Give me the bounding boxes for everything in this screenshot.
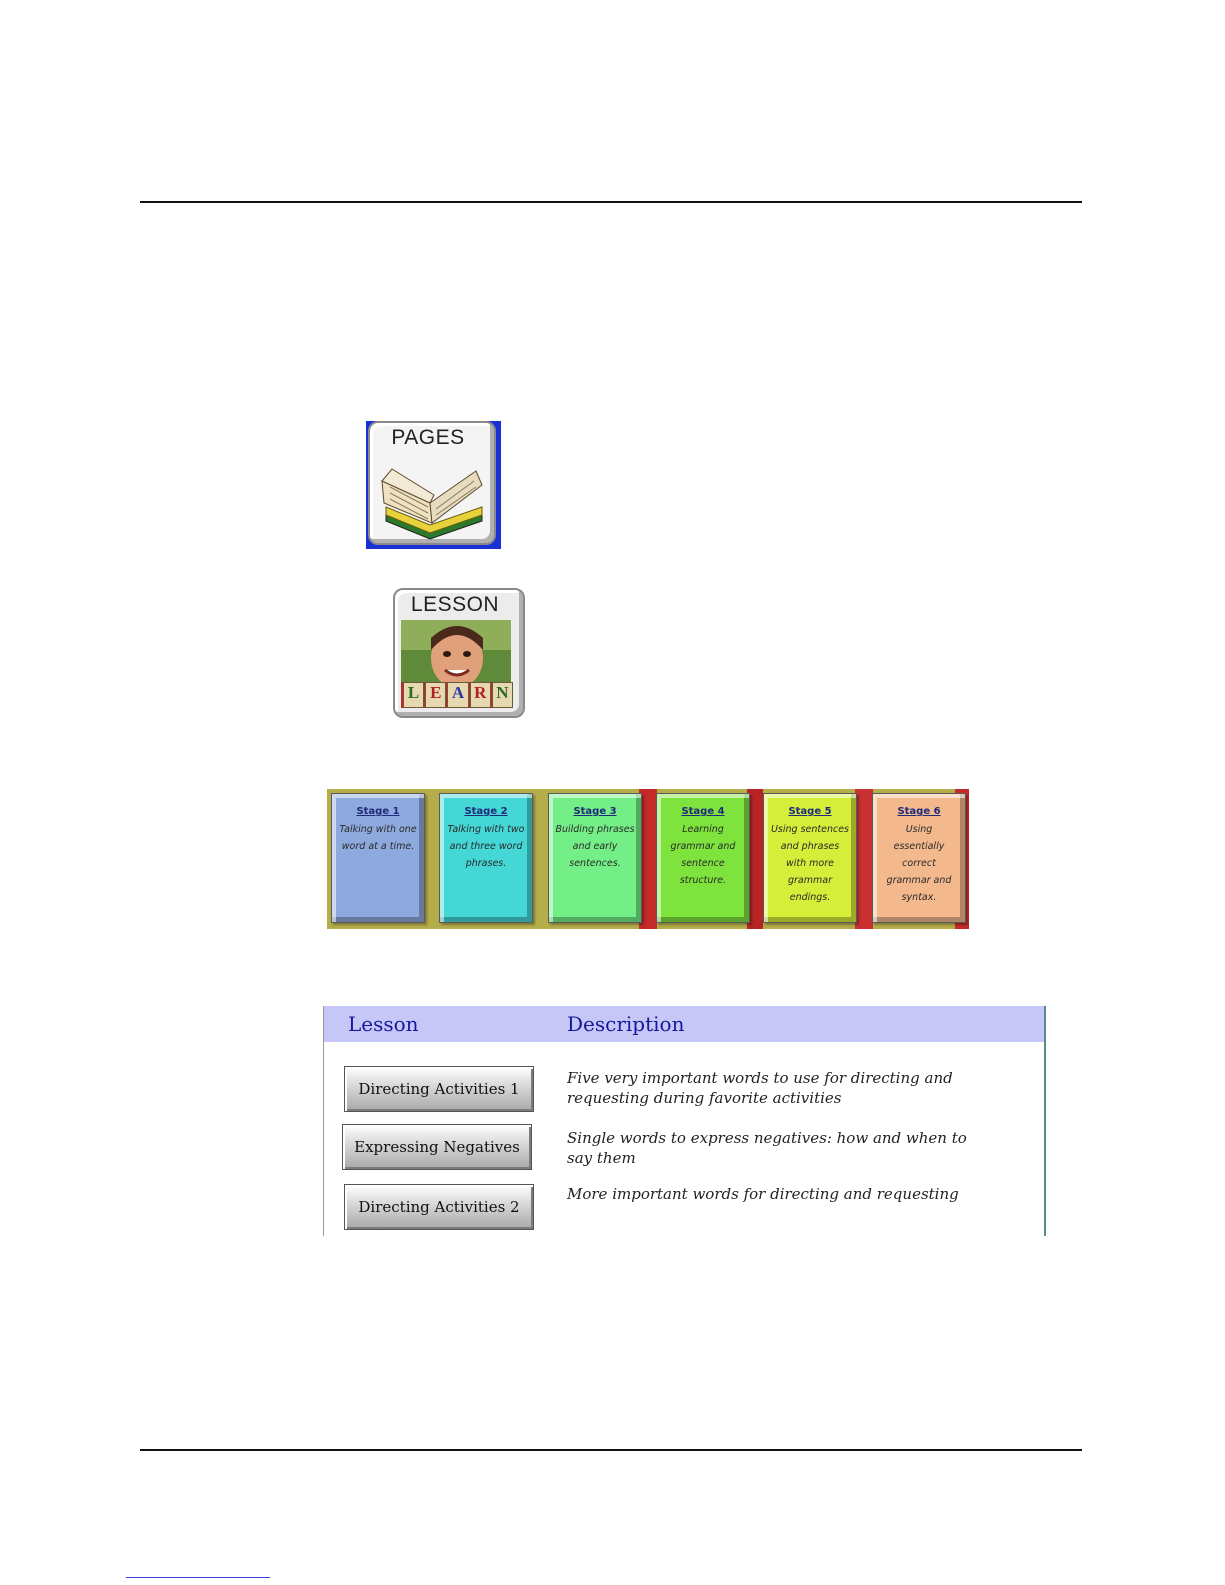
lesson-label: LESSON [410, 593, 500, 616]
stage-description: Learning grammar and sentence structure. [670, 824, 736, 886]
lesson-description: More important words for directing and requesting [567, 1185, 959, 1203]
lesson-description: Five very important words to use for directing and requesting during favorite activities [567, 1069, 953, 1107]
lesson-table [323, 1006, 1046, 1236]
stage-5-button[interactable] [763, 793, 857, 923]
stage-title[interactable]: Stage 2 [464, 806, 508, 817]
stage-6-button[interactable] [872, 793, 966, 923]
stage-title[interactable]: Stage 5 [788, 806, 832, 817]
stages-strip [327, 789, 969, 929]
stage-2-button[interactable] [439, 793, 533, 923]
header-lesson: Lesson [348, 1012, 419, 1036]
footnote-rule [126, 1577, 270, 1578]
top-rule [140, 201, 1082, 203]
stage-description: Talking with one word at a time. [339, 824, 417, 852]
stage-description: Using essentially correct grammar and syntax. [886, 824, 952, 903]
learn-blocks [403, 682, 513, 708]
stage-title[interactable]: Stage 4 [681, 806, 725, 817]
bottom-rule [140, 1449, 1082, 1451]
block-letter-l: L [403, 682, 424, 708]
directing-activities-1-button[interactable]: Directing Activities 1 [344, 1066, 534, 1112]
pages-label: PAGES [391, 426, 465, 449]
expressing-negatives-button[interactable]: Expressing Negatives [342, 1124, 532, 1170]
strip-divider [855, 789, 873, 929]
stage-description: Talking with two and three word phrases. [447, 824, 525, 869]
block-letter-a: A [447, 682, 468, 708]
pages-button[interactable] [368, 421, 496, 545]
open-book-icon [372, 451, 492, 541]
header-description: Description [567, 1012, 685, 1036]
stage-4-button[interactable] [656, 793, 750, 923]
stage-description: Using sentences and phrases with more grammar endings. [770, 824, 850, 903]
lesson-table-header [324, 1006, 1044, 1042]
block-letter-n: N [492, 682, 513, 708]
directing-activities-2-button[interactable]: Directing Activities 2 [344, 1184, 534, 1230]
lesson-button[interactable] [393, 588, 525, 718]
block-letter-e: E [425, 682, 446, 708]
stage-1-button[interactable] [331, 793, 425, 923]
stage-title[interactable]: Stage 3 [573, 806, 617, 817]
block-letter-r: R [470, 682, 491, 708]
stage-title[interactable]: Stage 6 [897, 806, 941, 817]
stage-title[interactable]: Stage 1 [356, 806, 400, 817]
stage-3-button[interactable] [548, 793, 642, 923]
lesson-description: Single words to express negatives: how and when to say them [567, 1129, 967, 1167]
stage-description: Building phrases and early sentences. [555, 824, 635, 869]
